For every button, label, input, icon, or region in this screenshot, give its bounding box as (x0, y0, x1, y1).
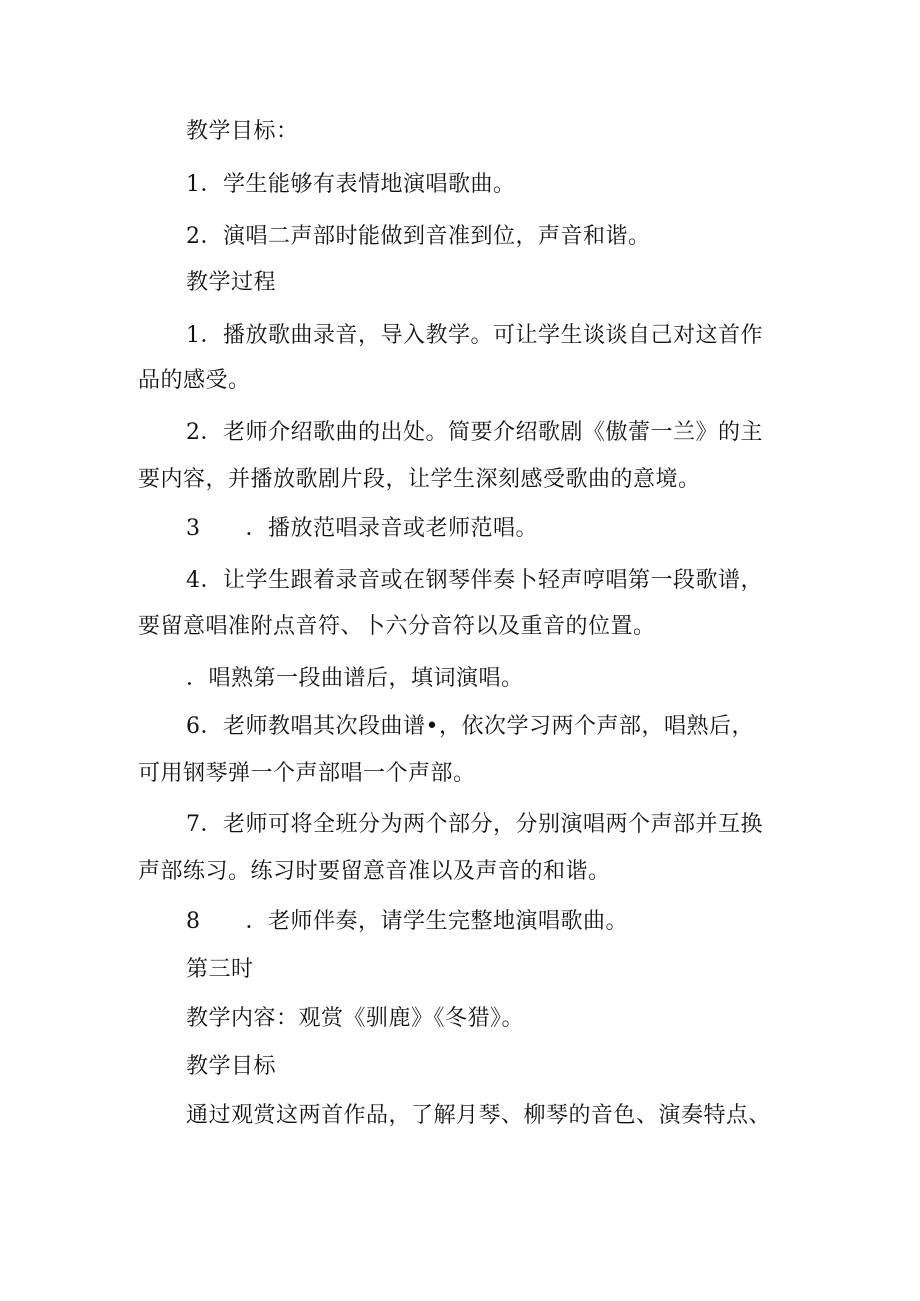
paragraph-line: 通过观赏这两首作品，了解月琴、柳琴的音色、演奏特点、 (186, 1103, 772, 1128)
paragraph-line: 1．播放歌曲录音，导入教学。可让学生谈谈自己对这首作 (186, 323, 763, 348)
paragraph-line: 2．演唱二声部时能做到音准到位，声音和谐。 (186, 224, 651, 249)
paragraph-line: 3 ．播放范唱录音或老师范唱。 (186, 516, 538, 541)
heading-teaching-goals: 教学目标： (186, 119, 299, 144)
paragraph-line: 品的感受。 (138, 368, 251, 393)
heading-teaching-goals-2: 教学目标 (186, 1054, 277, 1079)
paragraph-line: 1．学生能够有表情地演唱歌曲。 (186, 172, 516, 197)
paragraph-line: 声部练习。练习时要留意音准以及声音的和谐。 (138, 859, 611, 884)
heading-teaching-process: 教学过程 (186, 270, 277, 295)
paragraph-line: 7．老师可将全班分为两个部分，分别演唱两个声部并互换 (186, 812, 763, 837)
paragraph-line: ．唱熟第一段曲谱后，填词演唱。 (186, 666, 524, 691)
paragraph-line: 可用钢琴弹一个声部唱一个声部。 (138, 761, 476, 786)
paragraph-line: 2．老师介绍歌曲的出处。简要介绍歌剧《傲蕾一兰》的主 (186, 420, 763, 445)
paragraph-line: 要内容，并播放歌剧片段，让学生深刻感受歌曲的意境。 (138, 467, 701, 492)
paragraph-line: 要留意唱准附点音符、卜六分音符以及重音的位置。 (138, 614, 656, 639)
paragraph-line: 8 ．老师伴奏，请学生完整地演唱歌曲。 (186, 909, 628, 934)
paragraph-line: 教学内容：观赏《驯鹿》《冬猎》。 (186, 1006, 525, 1031)
paragraph-line: 6．老师教唱其次段曲谱•，依次学习两个声部，唱熟后， (186, 714, 754, 739)
heading-third-lesson: 第三时 (186, 957, 254, 982)
paragraph-line: 4．让学生跟着录音或在钢琴伴奏卜轻声哼唱第一段歌谱， (186, 568, 763, 593)
